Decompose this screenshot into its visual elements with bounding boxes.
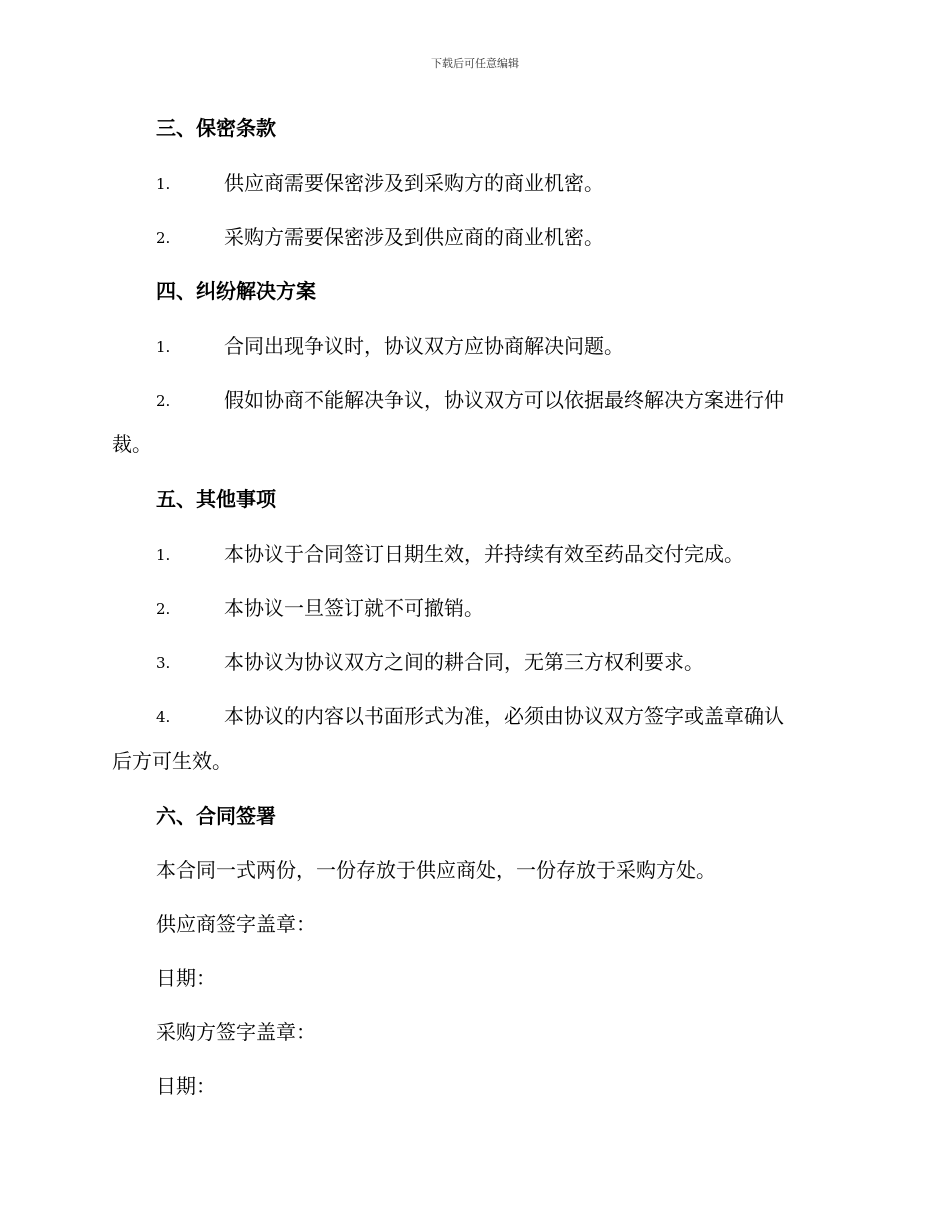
list-item-text: 假如协商不能解决争议，协议双方可以依据最终解决方案进行仲 <box>224 388 784 412</box>
list-item-number: 3. <box>156 654 171 672</box>
purchaser-signature-label: 采购方签字盖章： <box>156 1020 316 1044</box>
list-item-number: 1. <box>156 546 171 564</box>
list-item-text: 供应商需要保密涉及到采购方的商业机密。 <box>224 171 604 195</box>
supplier-date-label: 日期： <box>156 966 216 990</box>
list-item-number: 2. <box>156 229 171 247</box>
list-item-text: 本协议于合同签订日期生效，并持续有效至药品交付完成。 <box>224 542 744 566</box>
list-item-number: 2. <box>156 392 171 410</box>
list-item-number: 1. <box>156 175 171 193</box>
list-item-continuation: 后方可生效。 <box>112 749 232 773</box>
list-item-text: 合同出现争议时，协议双方应协商解决问题。 <box>224 334 624 358</box>
supplier-signature-label: 供应商签字盖章： <box>156 912 316 936</box>
list-item-text: 本协议一旦签订就不可撤销。 <box>224 596 484 620</box>
section-heading-confidentiality: 三、保密条款 <box>156 116 276 140</box>
list-item-text: 采购方需要保密涉及到供应商的商业机密。 <box>224 225 604 249</box>
list-item-number: 1. <box>156 338 171 356</box>
page-header: 下载后可任意编辑 <box>431 57 519 70</box>
section-heading-dispute-resolution: 四、纠纷解决方案 <box>156 279 316 303</box>
section-heading-other-matters: 五、其他事项 <box>156 487 276 511</box>
list-item-continuation: 裁。 <box>112 432 152 456</box>
list-item-text: 本协议为协议双方之间的耕合同，无第三方权利要求。 <box>224 650 704 674</box>
list-item-number: 4. <box>156 708 171 726</box>
list-item-text: 本协议的内容以书面形式为准，必须由协议双方签字或盖章确认 <box>224 704 784 728</box>
list-item-number: 2. <box>156 600 171 618</box>
purchaser-date-label: 日期： <box>156 1074 216 1098</box>
signing-copies-paragraph: 本合同一式两份，一份存放于供应商处，一份存放于采购方处。 <box>156 858 716 882</box>
section-heading-signing: 六、合同签署 <box>156 804 276 828</box>
